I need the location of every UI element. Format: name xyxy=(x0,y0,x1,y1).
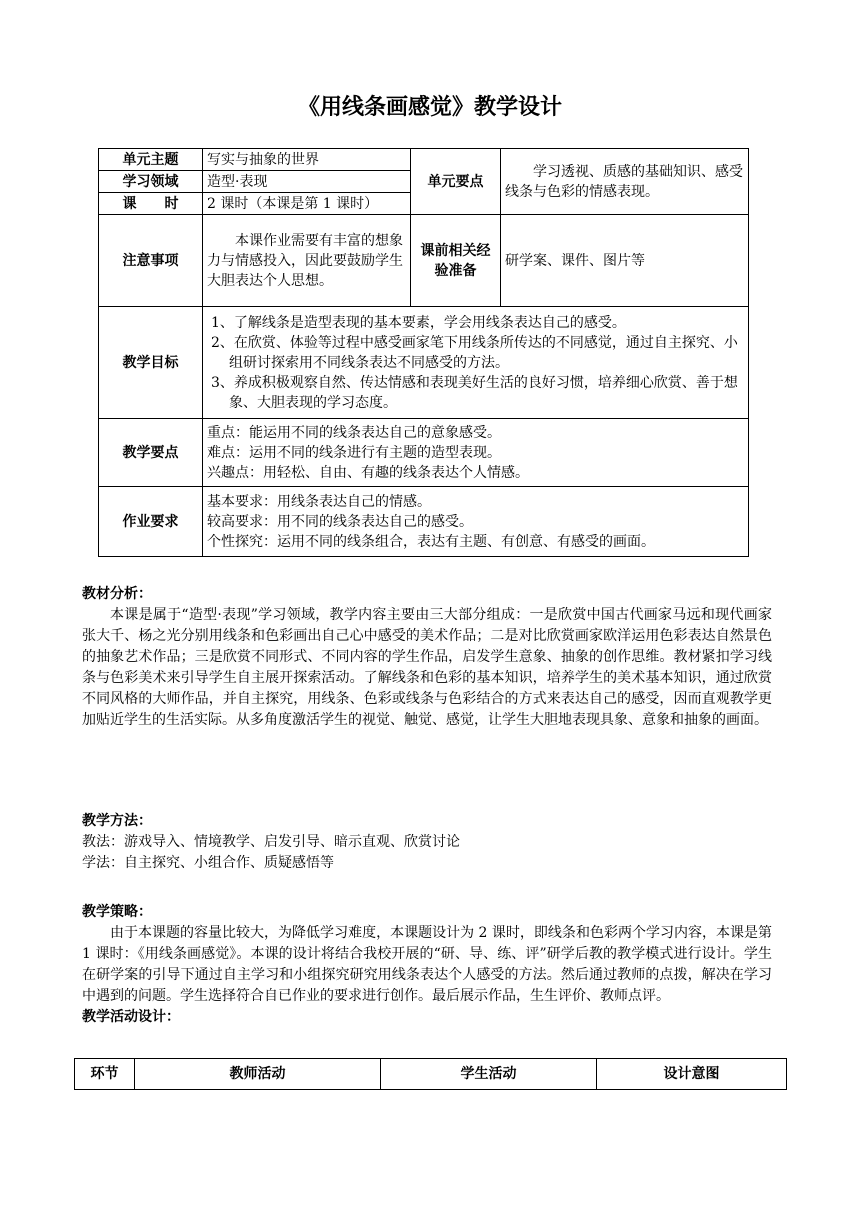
learning-methods: 学法：自主探究、小组合作、质疑感悟等 xyxy=(82,855,334,871)
activities-table xyxy=(74,1058,787,1090)
goal-item: 3、养成积极观察自然、传达情感和表现美好生活的良好习惯，培养细心欣赏、善于想象、大胆表现的学习态度。 xyxy=(211,374,738,411)
notes-label: 注意事项 xyxy=(99,215,203,307)
homework-item: 较高要求：用不同的线条表达自己的感受。 xyxy=(207,513,473,530)
goals-label: 教学目标 xyxy=(99,307,203,419)
activities-heading: 教学活动设计： xyxy=(82,1009,180,1025)
notes-value: 本课作业需要有丰富的想象力与情感投入，因此要鼓励学生大胆表达个人思想。 xyxy=(203,215,411,307)
column-header-student: 学生活动 xyxy=(381,1059,597,1090)
goals-cell xyxy=(203,307,749,419)
column-header-stage: 环节 xyxy=(75,1059,135,1090)
unit-points-value: 学习透视、质感的基础知识、感受线条与色彩的情感表现。 xyxy=(501,149,749,215)
analysis-text: 本课是属于“造型·表现”学习领域，教学内容主要由三大部分组成：一是欣赏中国古代画家马远和现代画家张大千、杨之光分别用线条和色彩画出自己心中感受的美术作品；二是对比欣赏画家欧洋运用色彩表达自然景色的抽象艺术作品；三是欣赏不同形式、不同内容的学生作品，启发学生意象、抽象的创作思维。教材紧扣学习线条与色彩美术来引导学生自主展开探索活动。了解线条和色彩的基本知识，培养学生的美术基本知识，通过欣赏不同风格的大师作品，并自主探究，用线条、色彩或线条与色彩结合的方式来表达自己的感受，因而直观教学更加贴近学生的生活实际。从多角度激活学生的视觉、触觉、感觉，让学生大胆地表现具象、意象和抽象的画面。 xyxy=(82,607,772,728)
unit-theme-label: 单元主题 xyxy=(99,149,203,171)
keypoints-label: 教学要点 xyxy=(99,419,203,487)
homework-item: 基本要求：用线条表达自己的情感。 xyxy=(207,493,431,510)
unit-theme-value: 写实与抽象的世界 xyxy=(203,149,411,171)
methods-heading: 教学方法： xyxy=(82,813,152,829)
goal-item: 1、了解线条是造型表现的基本要素，学会用线条表达自己的感受。 xyxy=(211,314,626,331)
learning-area-value: 造型·表现 xyxy=(203,171,411,193)
keypoint-item: 重点：能运用不同的线条表达自己的意象感受。 xyxy=(207,424,501,441)
lesson-count-value: 2 课时（本课是第 1 课时） xyxy=(203,193,411,215)
homework-item: 个性探究：运用不同的线条组合，表达有主题、有创意、有感受的画面。 xyxy=(207,533,655,550)
goal-item: 2、在欣赏、体验等过程中感受画家笔下用线条所传达的不同感觉，通过自主探究、小组研讨探索用不同线条表达不同感受的方法。 xyxy=(211,334,738,371)
keypoints-cell xyxy=(203,419,749,487)
homework-cell xyxy=(203,487,749,557)
teaching-methods: 教法：游戏导入、情境教学、启发引导、暗示直观、欣赏讨论 xyxy=(82,834,460,850)
strategy-text: 由于本课题的容量比较大，为降低学习难度，本课题设计为 2 课时，即线条和色彩两个学习内容，本课是第 1 课时：《用线条画感觉》。本课的设计将结合我校开展的“研、导、练、评”研学后教的教学模式进行设计。学生在研学案的引导下通过自主学习和小组探究研究用线条表达个人感受的方法。然后通过教师的点拨，解决在学习中遇到的问题。学生选择符合自已作业的要求进行创作。最后展示作品，生生评价、教师点评。 xyxy=(82,925,772,1004)
column-header-teacher: 教师活动 xyxy=(135,1059,381,1090)
lesson-count-label: 课 时 xyxy=(99,193,203,215)
keypoint-item: 兴趣点：用轻松、自由、有趣的线条表达个人情感。 xyxy=(207,464,529,481)
unit-points-label: 单元要点 xyxy=(411,149,501,215)
methods-section xyxy=(82,811,772,874)
learning-area-label: 学习领域 xyxy=(99,171,203,193)
analysis-heading: 教材分析： xyxy=(82,586,152,602)
document-title: 《用线条画感觉》教学设计 xyxy=(297,95,562,120)
lesson-info-table xyxy=(98,148,749,557)
strategy-section xyxy=(82,902,772,1028)
column-header-intent: 设计意图 xyxy=(597,1059,787,1090)
keypoint-item: 难点：运用不同的线条进行有主题的造型表现。 xyxy=(207,444,501,461)
analysis-section xyxy=(82,584,772,731)
preparation-value: 研学案、课件、图片等 xyxy=(501,215,749,307)
preparation-label: 课前相关经验准备 xyxy=(411,215,501,307)
strategy-heading: 教学策略： xyxy=(82,904,152,920)
homework-label: 作业要求 xyxy=(99,487,203,557)
